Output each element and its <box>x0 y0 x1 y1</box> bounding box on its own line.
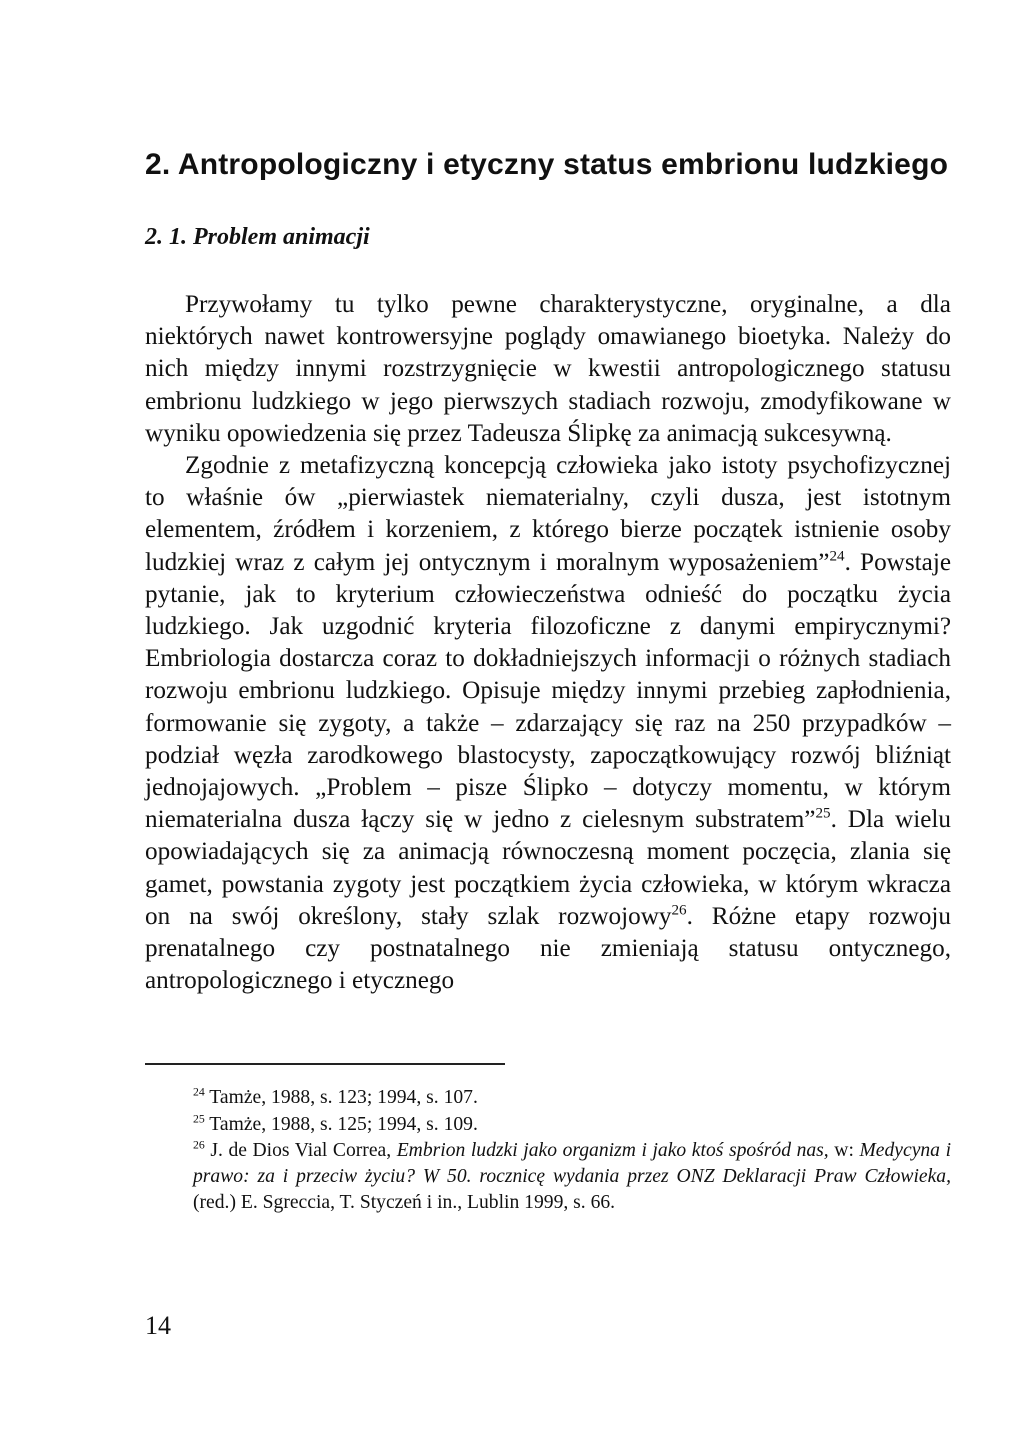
paragraph-1-text: Przywołamy tu tylko pewne charakterystyczne, oryginalne, a dla niektórych nawet kontrowersyjne poglądy omawianego bioetyka. Należy do nich między innymi rozstrzygnięcie w kwestii antropologicznego statusu embrionu ludzkiego w jego pierwszych stadiach rozwoju, zmodyfikowane w wyniku opowiedzenia się przez Tadeusza Ślipkę za animacją sukcesywną. <box>145 291 951 447</box>
section-heading: 2. 1. Problem animacji <box>145 224 370 250</box>
footnote-text: Tamże, 1988, s. 123; 1994, s. 107. <box>209 1087 478 1109</box>
chapter-heading: 2. Antropologiczny i etyczny status embrionu ludzkiego <box>145 148 949 181</box>
paragraph-2-part-3: . Dla wielu opowiadających się za animacją równoczesną moment poczęcia, zlania się gamet, powstania zygoty jest początkiem życia człowieka, w którym wkracza on na swój określony, stały szlak rozwojowy <box>145 806 952 930</box>
footnote-26 <box>193 1138 951 1217</box>
footnote-text: Tamże, 1988, s. 125; 1994, s. 109. <box>209 1113 478 1135</box>
footnote-ref-26: 26 <box>671 902 687 919</box>
paragraph-2 <box>145 450 951 997</box>
paragraph-1 <box>145 289 951 450</box>
footnote-number: 24 <box>193 1085 205 1099</box>
body-text <box>145 289 951 997</box>
footnote-25 <box>193 1112 951 1138</box>
page-content <box>145 145 951 1216</box>
footnote-divider <box>145 1063 505 1065</box>
page-number: 14 <box>145 1311 171 1340</box>
footnote-24 <box>193 1085 951 1111</box>
footnote-number: 25 <box>193 1112 205 1126</box>
footnote-author: J. de Dios Vial Correa, <box>210 1139 397 1161</box>
footnote-ref-24: 24 <box>829 548 845 565</box>
paragraph-2-part-2: . Powstaje pytanie, jak to kryterium człowieczeństwa odnieść do początku życia ludzkiego. Jak uzgodnić kryteria filozoficzne z danymi empirycznymi? Embriologia dostarcza coraz to dokładniejszych informacji o różnych stadiach rozwoju embrionu ludzkiego. Opisuje między innymi przebieg zapłodnienia, formowanie się zygoty, a także – zdarzający się raz na 250 przypadków – podział węzła zarodkowego blastocysty, zapoczątkowujący rozwój bliźniąt jednojajowych. „Problem – pisze Ślipko – dotyczy momentu, w którym niematerialna dusza łączy się w jedno z cielesnym substratem” <box>145 548 952 834</box>
footnote-title: Embrion ludzki jako organizm i jako ktoś spośród nas, <box>396 1139 829 1161</box>
footnotes <box>145 1085 951 1216</box>
footnote-number: 26 <box>193 1138 205 1152</box>
paragraph-2-part-4: . Różne etapy rozwoju prenatalnego czy postnatalnego nie zmieniają statusu ontycznego, antropologicznego i etycznego <box>145 902 951 995</box>
footnote-ref-25: 25 <box>815 805 831 822</box>
footnote-book: Medycyna i prawo: za i przeciw życiu? W 50. rocznicę wydania przez ONZ Deklaracji Praw Człowieka, <box>193 1139 952 1188</box>
paragraph-2-part-1: Zgodnie z metafizyczną koncepcją człowieka jako istoty psychofizycznej to właśnie ów „pierwiastek niematerialny, czyli dusza, jest istotnym elementem, źródłem i korzeniem, z którego bierze początek istnienie osoby ludzkiej wraz z całym jej ontycznym i moralnym wyposażeniem” <box>145 452 951 576</box>
footnote-in: w: <box>828 1139 860 1161</box>
footnote-rest: (red.) E. Sgreccia, T. Styczeń i in., Lublin 1999, s. 66. <box>193 1192 616 1214</box>
